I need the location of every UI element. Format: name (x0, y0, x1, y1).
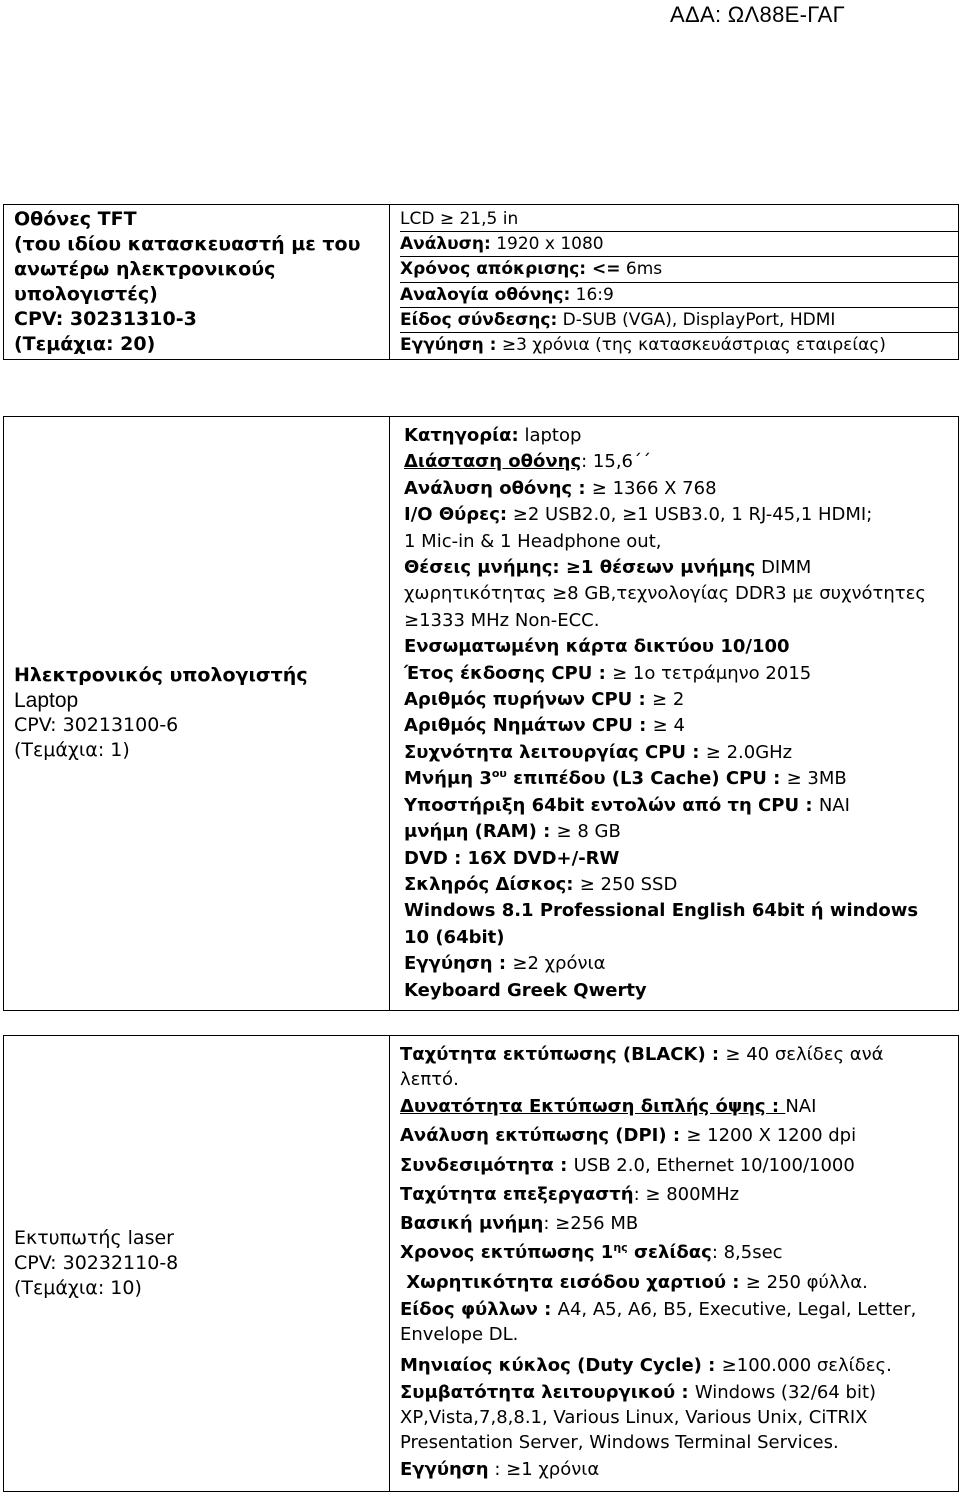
spec-cpu-threads: Αριθμός Νημάτων CPU : ≥ 4 (404, 715, 685, 737)
spec-resolution: Ανάλυση: 1920 x 1080 (400, 232, 958, 257)
monitors-table (3, 204, 959, 360)
spec-cpu-year: Έτος έκδοσης CPU : ≥ 1ο τετράμηνο 2015 (404, 662, 812, 684)
spec-dpi: Ανάλυση εκτύπωσης (DPI) : ≥ 1200 X 1200 dpi (400, 1125, 857, 1147)
spec-first-page: Χρονος εκτύπωσης $1^{\eta\varsigma}$ σελίδας: 8,5sec (400, 1241, 783, 1264)
spec-paper-types-2: Envelope DL. (400, 1324, 519, 1346)
monitors-note-2: ανωτέρω ηλεκτρονικούς (14, 258, 276, 281)
printer-specs-cell (390, 1036, 959, 1492)
spec-memory-3: ≥1333 MHz Non-ECC. (404, 609, 600, 631)
spec-64bit: Υποστήριξη 64bit εντολών από τη CPU : ΝΑΙ (404, 794, 850, 816)
laptop-title-cell (4, 417, 390, 1011)
printer-title-cell (4, 1036, 390, 1492)
spec-os-compat-2: XP,Vista,7,8,8.1, Various Linux, Various Unix, CiTRIX (400, 1407, 868, 1429)
spec-printer-warranty: Εγγύηση : ≥1 χρόνια (400, 1459, 600, 1481)
printer-qty: (Τεμάχια: 10) (14, 1276, 142, 1299)
spec-memory-slots: Θέσεις μνήμης: ≥1 θέσεων μνήμης DIMM (404, 557, 812, 579)
printer-title: Εκτυπωτής laser (14, 1226, 174, 1249)
spec-lcd: LCD ≥ 21,5 in (400, 207, 958, 232)
spec-cpu-cores: Αριθμός πυρήνων CPU : ≥ 2 (404, 689, 685, 711)
laptop-qty: (Τεμάχια: 1) (14, 739, 130, 762)
laptop-title: Ηλεκτρονικός υπολογιστής (14, 664, 308, 687)
spec-response: Χρόνος απόκρισης: <= 6ms (400, 257, 958, 282)
spec-input-capacity: Χωρητικότητα εισόδου χαρτιού : ≥ 250 φύλλα. (400, 1271, 868, 1293)
spec-laptop-warranty: Εγγύηση : ≥2 χρόνια (404, 953, 606, 975)
spec-category: Κατηγορία: laptop (404, 425, 582, 446)
spec-print-speed: Ταχύτητα εκτύπωσης (BLACK) : ≥ 40 σελίδες ανά (400, 1044, 884, 1065)
spec-hdd: Σκληρός Δίσκος: ≥ 250 SSD (404, 873, 678, 895)
spec-keyboard: Keyboard Greek Qwerty (404, 979, 647, 1001)
spec-io-2: 1 Mic-in & 1 Headphone out, (404, 530, 662, 552)
spec-cpu-freq: Συχνότητα λειτουργίας CPU : ≥ 2.0GHz (404, 741, 793, 763)
spec-os-2: 10 (64bit) (404, 926, 505, 948)
spec-l3-cache: Μνήμη $3^{o\upsilon}$ επιπέδου (L3 Cache) CPU : ≥ 3MB (404, 767, 847, 790)
printer-table (3, 1035, 959, 1492)
monitors-specs-cell (390, 205, 959, 360)
spec-screen-size: Διάσταση οθόνης: 15,6΄΄ (404, 451, 652, 473)
spec-aspect: Αναλογία οθόνης: 16:9 (400, 283, 958, 308)
monitors-title: Οθόνες TFT (14, 208, 137, 231)
monitors-title-cell (4, 205, 390, 360)
monitors-cpv: CPV: 30231310-3 (14, 308, 197, 331)
spec-paper-types: Είδος φύλλων : A4, A5, A6, B5, Executive, Legal, Letter, (400, 1299, 917, 1321)
spec-screen-res: Ανάλυση οθόνης : ≥ 1366 X 768 (404, 477, 717, 499)
spec-nic: Ενσωματωμένη κάρτα δικτύου 10/100 (404, 636, 790, 658)
spec-ram: μνήμη (RAM) : ≥ 8 GB (404, 821, 621, 843)
spec-memory-2: χωρητικότητας ≥8 GB,τεχνολογίας DDR3 με συχνότητες (404, 583, 926, 605)
spec-processor: Ταχύτητα επεξεργαστή: ≥ 800MHz (400, 1183, 740, 1205)
monitors-note-3: υπολογιστές) (14, 283, 158, 306)
printer-cpv: CPV: 30232110-8 (14, 1251, 179, 1274)
spec-os-compat: Συμβατότητα λειτουργικού : Windows (32/64 bit) (400, 1382, 877, 1404)
laptop-specs-cell (390, 417, 959, 1011)
spec-os-compat-3: Presentation Server, Windows Terminal Services. (400, 1432, 839, 1454)
monitors-qty: (Τεμάχια: 20) (14, 333, 156, 356)
spec-connectivity: Συνδεσιμότητα : USB 2.0, Ethernet 10/100/1000 (400, 1154, 855, 1176)
spec-print-speed-2: λεπτό. (400, 1069, 459, 1090)
monitors-note-1: (του ιδίου κατασκευαστή με του (14, 233, 361, 256)
spec-printer-memory: Βασική μνήμη: ≥256 MB (400, 1213, 639, 1235)
laptop-subtitle: Laptop (14, 689, 79, 713)
spec-os: Windows 8.1 Professional English 64bit ή windows (404, 900, 919, 922)
laptop-table (3, 416, 959, 1011)
spec-connection: Είδος σύνδεσης: D-SUB (VGA), DisplayPort, HDMI (400, 308, 958, 333)
laptop-cpv: CPV: 30213100-6 (14, 714, 179, 737)
spec-io: I/O Θύρες: ≥2 USB2.0, ≥1 USB3.0, 1 RJ-45,1 HDMI; (404, 504, 873, 526)
spec-duplex: Δυνατότητα Εκτύπωση διπλής όψης : ΝΑΙ (400, 1096, 817, 1117)
spec-duty-cycle: Μηνιαίος κύκλος (Duty Cycle) : ≥100.000 σελίδες. (400, 1355, 892, 1377)
spec-warranty: Εγγύηση : ≥3 χρόνια (της κατασκευάστριας εταιρείας) (400, 335, 886, 356)
ada-code: ΑΔΑ: ΩΛ88Ε-ΓΑΓ (670, 2, 845, 27)
spec-dvd: DVD : 16X DVD+/-RW (404, 847, 620, 869)
